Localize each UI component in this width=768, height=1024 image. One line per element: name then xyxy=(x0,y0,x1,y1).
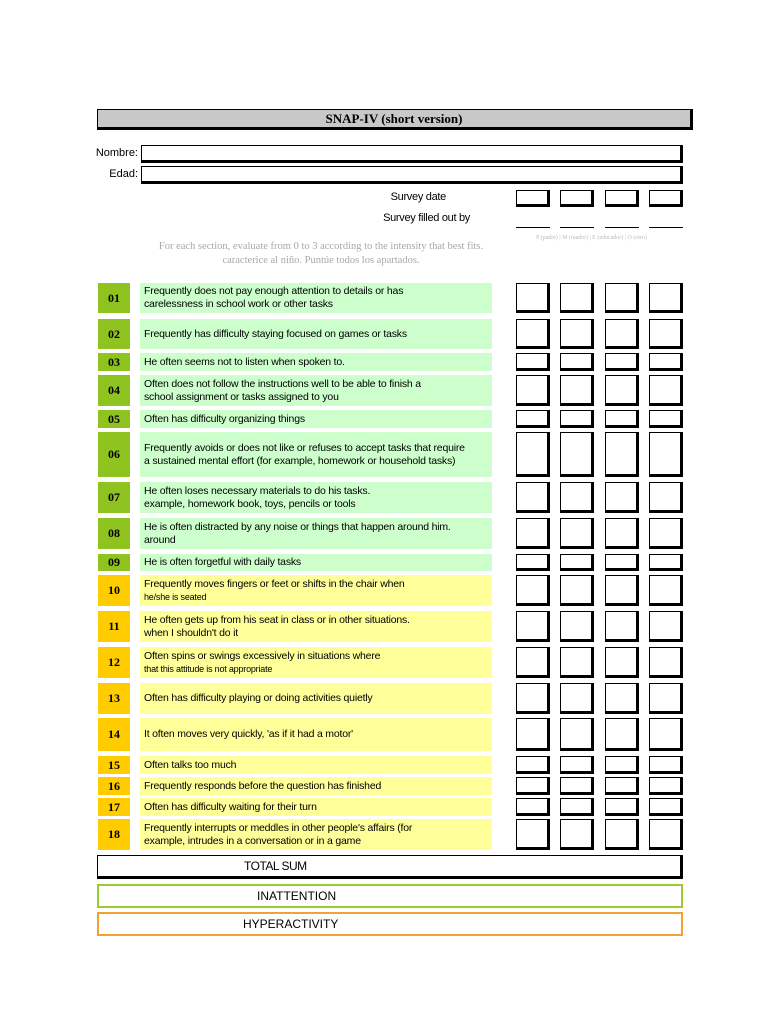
score-box-q02-col1[interactable] xyxy=(516,319,550,349)
score-box-q10-col1[interactable] xyxy=(516,575,550,606)
question-text-line-1: Frequently responds before the question has finished xyxy=(144,779,382,792)
age-label: Edad: xyxy=(109,168,138,180)
score-box-q17-col2[interactable] xyxy=(560,798,594,816)
question-number: 03 xyxy=(98,353,130,371)
score-box-q16-col2[interactable] xyxy=(560,777,594,795)
instructions-line-2: caracterice al niño. Puntúe todos los apartados. xyxy=(222,255,420,266)
score-box-q15-col2[interactable] xyxy=(560,756,594,774)
question-text xyxy=(140,283,492,313)
score-box-q04-col2[interactable] xyxy=(560,375,594,406)
score-box-q06-col2[interactable] xyxy=(560,432,594,477)
score-box-q13-col3[interactable] xyxy=(605,683,639,714)
survey-filled-line-3[interactable] xyxy=(605,227,639,228)
score-box-q14-col2[interactable] xyxy=(560,718,594,751)
question-text-line-1: Often spins or swings excessively in situations where xyxy=(144,649,381,662)
score-box-q07-col3[interactable] xyxy=(605,482,639,513)
score-box-q10-col3[interactable] xyxy=(605,575,639,606)
question-number: 05 xyxy=(98,410,130,428)
question-text-line-1: Often does not follow the instructions well to be able to finish a xyxy=(144,377,421,390)
question-text xyxy=(140,319,492,349)
score-box-q09-col1[interactable] xyxy=(516,554,550,571)
score-box-q18-col4[interactable] xyxy=(649,819,683,850)
instructions xyxy=(140,240,502,268)
score-box-q16-col1[interactable] xyxy=(516,777,550,795)
question-text-line-1: Frequently moves fingers or feet or shifts in the chair when xyxy=(144,577,405,590)
question-text-line-1: He is often distracted by any noise or things that happen around him. xyxy=(144,520,451,533)
question-number: 11 xyxy=(98,611,130,642)
score-box-q15-col4[interactable] xyxy=(649,756,683,774)
score-box-q10-col4[interactable] xyxy=(649,575,683,606)
question-text-line-1: Frequently interrupts or meddles in other people's affairs (for xyxy=(144,821,413,834)
score-box-q04-col4[interactable] xyxy=(649,375,683,406)
age-field[interactable] xyxy=(141,166,683,184)
survey-date-box-3[interactable] xyxy=(605,190,639,207)
total-sum-row xyxy=(97,855,683,879)
question-number: 16 xyxy=(98,777,130,795)
score-box-q04-col3[interactable] xyxy=(605,375,639,406)
question-text xyxy=(140,819,492,850)
score-box-q16-col4[interactable] xyxy=(649,777,683,795)
score-box-q04-col1[interactable] xyxy=(516,375,550,406)
score-box-q11-col2[interactable] xyxy=(560,611,594,642)
question-text-line-2: example, intrudes in a conversation or in a game xyxy=(144,834,361,847)
score-box-q06-col3[interactable] xyxy=(605,432,639,477)
score-box-q02-col3[interactable] xyxy=(605,319,639,349)
question-text xyxy=(140,554,492,571)
question-text xyxy=(140,683,492,714)
question-text-line-1: It often moves very quickly, 'as if it had a motor' xyxy=(144,728,353,740)
question-text-line-1: Frequently avoids or does not like or refuses to accept tasks that require xyxy=(144,441,465,454)
score-box-q14-col3[interactable] xyxy=(605,718,639,751)
score-box-q05-col4[interactable] xyxy=(649,410,683,428)
score-box-q07-col1[interactable] xyxy=(516,482,550,513)
question-text-line-1: He often gets up from his seat in class or in other situations. xyxy=(144,613,410,626)
score-box-q01-col3[interactable] xyxy=(605,283,639,313)
question-text xyxy=(140,375,492,406)
score-box-q12-col4[interactable] xyxy=(649,647,683,678)
score-box-q17-col1[interactable] xyxy=(516,798,550,816)
question-number: 01 xyxy=(98,283,130,313)
survey-filled-label: Survey filled out by xyxy=(383,212,470,224)
question-text-line-1: He often seems not to listen when spoken to. xyxy=(144,355,345,368)
question-number: 09 xyxy=(98,554,130,571)
score-box-q11-col1[interactable] xyxy=(516,611,550,642)
score-box-q18-col2[interactable] xyxy=(560,819,594,850)
question-number: 04 xyxy=(98,375,130,406)
score-box-q09-col2[interactable] xyxy=(560,554,594,571)
score-box-q03-col2[interactable] xyxy=(560,353,594,371)
score-box-q05-col1[interactable] xyxy=(516,410,550,428)
question-text xyxy=(140,432,492,477)
question-number: 18 xyxy=(98,819,130,850)
score-box-q15-col1[interactable] xyxy=(516,756,550,774)
score-box-q12-col1[interactable] xyxy=(516,647,550,678)
question-number: 13 xyxy=(98,683,130,714)
survey-filled-line-4[interactable] xyxy=(649,227,683,228)
form-title: SNAP-IV (short version) xyxy=(97,109,693,130)
score-box-q13-col1[interactable] xyxy=(516,683,550,714)
score-box-q03-col3[interactable] xyxy=(605,353,639,371)
score-box-q08-col3[interactable] xyxy=(605,518,639,549)
question-text-line-2: example, homework book, toys, pencils or tools xyxy=(144,497,356,510)
survey-date-box-1[interactable] xyxy=(516,190,550,207)
survey-date-label: Survey date xyxy=(390,191,446,203)
score-box-q03-col1[interactable] xyxy=(516,353,550,371)
question-text-line-2: carelessness in school work or other tasks xyxy=(144,298,333,310)
question-text-line-2: that this attitude is not appropriate xyxy=(144,663,273,674)
respondents-note: P (padre) | M (madre) | E (educador) | O (otro) xyxy=(536,235,648,241)
score-box-q17-col4[interactable] xyxy=(649,798,683,816)
score-box-q08-col1[interactable] xyxy=(516,518,550,549)
question-text xyxy=(140,611,492,642)
score-box-q01-col4[interactable] xyxy=(649,283,683,313)
question-text xyxy=(140,575,492,606)
name-field[interactable] xyxy=(141,145,683,163)
survey-filled-line-2[interactable] xyxy=(560,227,594,228)
question-text-line-1: Frequently does not pay enough attention to details or has xyxy=(144,285,404,297)
score-box-q13-col2[interactable] xyxy=(560,683,594,714)
question-text-line-1: Often talks too much xyxy=(144,758,237,771)
score-box-q12-col3[interactable] xyxy=(605,647,639,678)
inattention-label: INATTENTION xyxy=(257,889,337,903)
score-box-q02-col2[interactable] xyxy=(560,319,594,349)
score-box-q14-col1[interactable] xyxy=(516,718,550,751)
question-text xyxy=(140,518,492,549)
question-number: 12 xyxy=(98,647,130,678)
question-text-line-2: he/she is seated xyxy=(144,591,207,602)
question-number: 08 xyxy=(98,518,130,549)
question-text-line-2: when I shouldn't do it xyxy=(144,626,238,639)
question-number: 15 xyxy=(98,756,130,774)
survey-filled-line-1[interactable] xyxy=(516,227,550,228)
score-box-q12-col2[interactable] xyxy=(560,647,594,678)
question-number: 17 xyxy=(98,798,130,816)
score-box-q07-col4[interactable] xyxy=(649,482,683,513)
question-text-line-1: Often has difficulty waiting for their turn xyxy=(144,800,317,813)
score-box-q06-col1[interactable] xyxy=(516,432,550,477)
question-text-line-2: a sustained mental effort (for example, homework or household tasks) xyxy=(144,454,456,467)
question-number: 06 xyxy=(98,432,130,477)
survey-date-box-2[interactable] xyxy=(560,190,594,207)
question-number: 02 xyxy=(98,319,130,349)
score-box-q08-col4[interactable] xyxy=(649,518,683,549)
name-label: Nombre: xyxy=(95,147,138,159)
score-box-q17-col3[interactable] xyxy=(605,798,639,816)
survey-date-box-4[interactable] xyxy=(649,190,683,207)
question-text-line-2: school assignment or tasks assigned to you xyxy=(144,390,339,403)
question-number: 07 xyxy=(98,482,130,513)
score-box-q13-col4[interactable] xyxy=(649,683,683,714)
question-text-line-1: Often has difficulty organizing things xyxy=(144,412,305,425)
score-box-q16-col3[interactable] xyxy=(605,777,639,795)
question-text xyxy=(140,482,492,513)
score-box-q07-col2[interactable] xyxy=(560,482,594,513)
question-text-line-1: He often loses necessary materials to do his tasks. xyxy=(144,484,371,497)
score-box-q06-col4[interactable] xyxy=(649,432,683,477)
question-text-line-1: Often has difficulty playing or doing activities quietly xyxy=(144,692,373,704)
score-box-q14-col4[interactable] xyxy=(649,718,683,751)
score-box-q18-col1[interactable] xyxy=(516,819,550,850)
score-box-q18-col3[interactable] xyxy=(605,819,639,850)
score-box-q11-col4[interactable] xyxy=(649,611,683,642)
inattention-row xyxy=(97,884,683,908)
question-text xyxy=(140,777,492,795)
question-text xyxy=(140,353,492,371)
question-text xyxy=(140,798,492,816)
question-text xyxy=(140,718,492,751)
score-box-q01-col2[interactable] xyxy=(560,283,594,313)
question-text xyxy=(140,756,492,774)
score-box-q05-col3[interactable] xyxy=(605,410,639,428)
total-sum-label: TOTAL SUM xyxy=(244,859,307,873)
question-text xyxy=(140,410,492,428)
instructions-line-1: For each section, evaluate from 0 to 3 according to the intensity that best fits. xyxy=(158,241,484,252)
score-box-q09-col3[interactable] xyxy=(605,554,639,571)
score-box-q01-col1[interactable] xyxy=(516,283,550,313)
question-number: 10 xyxy=(98,575,130,606)
question-number: 14 xyxy=(98,718,130,751)
score-box-q09-col4[interactable] xyxy=(649,554,683,571)
hyperactivity-row xyxy=(97,912,683,936)
score-box-q05-col2[interactable] xyxy=(560,410,594,428)
question-text xyxy=(140,647,492,678)
hyperactivity-label: HYPERACTIVITY xyxy=(243,917,339,931)
score-box-q03-col4[interactable] xyxy=(649,353,683,371)
question-text-line-1: Frequently has difficulty staying focused on games or tasks xyxy=(144,327,407,340)
score-box-q15-col3[interactable] xyxy=(605,756,639,774)
question-text-line-2: around xyxy=(144,533,176,546)
score-box-q08-col2[interactable] xyxy=(560,518,594,549)
question-text-line-1: He is often forgetful with daily tasks xyxy=(144,556,301,568)
score-box-q02-col4[interactable] xyxy=(649,319,683,349)
score-box-q11-col3[interactable] xyxy=(605,611,639,642)
score-box-q10-col2[interactable] xyxy=(560,575,594,606)
